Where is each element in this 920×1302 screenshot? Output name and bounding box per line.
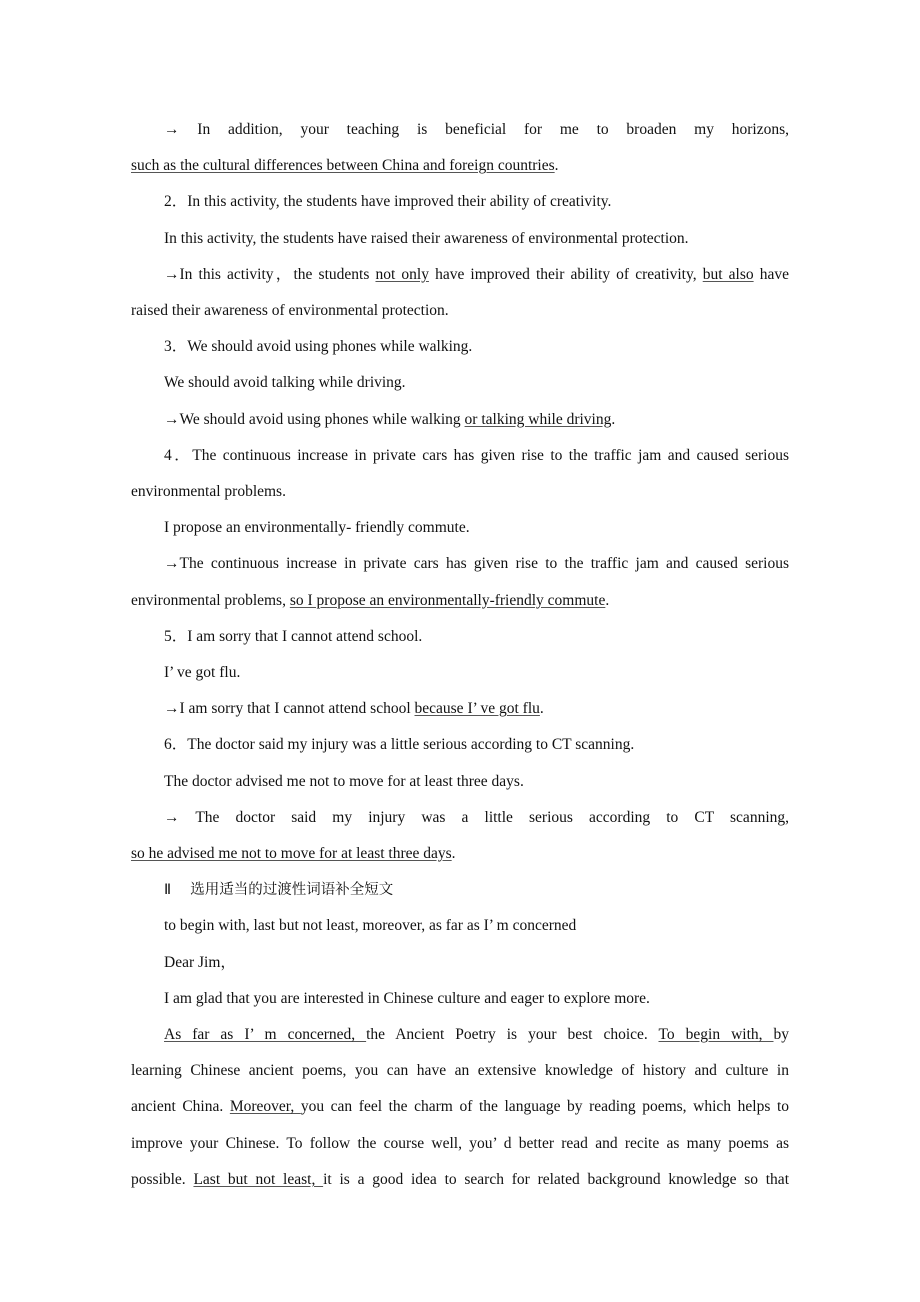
text-segment: . — [611, 410, 616, 428]
text-segment: ancient China. — [131, 1098, 230, 1116]
text-line — [164, 988, 789, 1010]
text-segment: 5．I am sorry that I cannot attend school. — [164, 627, 423, 645]
underlined-answer: so I propose an environmentally-friendly commute — [289, 591, 606, 609]
text-segment: . — [451, 845, 456, 862]
text-line — [131, 155, 789, 177]
text-line — [164, 807, 789, 829]
text-line — [164, 771, 789, 793]
text-segment: . — [554, 157, 559, 175]
underlined-answer: so he advised me not to move for at least three days — [131, 845, 452, 862]
text-segment: improve your Chinese. To follow the course well, you’ d better read and recite as many poems as — [131, 1134, 789, 1152]
text-line — [131, 481, 789, 503]
text-line — [164, 1024, 789, 1046]
text-line — [131, 1096, 789, 1118]
text-segment: environmental problems. — [131, 483, 286, 500]
text-segment: you can feel the charm of the language by reading poems, which helps to — [300, 1098, 790, 1116]
text-segment: Ⅱ 选用适当的过渡性词语补全短文 — [164, 882, 394, 899]
text-segment: to begin with, last but not least, moreover, as far as I’ m concerned — [164, 917, 577, 935]
text-line — [164, 228, 789, 250]
text-segment: →In this activity，the students — [164, 265, 376, 283]
text-segment: learning Chinese ancient poems, you can have an extensive knowledge of history and culture in — [131, 1062, 789, 1080]
underlined-answer: To begin with, — [658, 1026, 774, 1043]
section-heading — [164, 879, 789, 901]
underlined-answer: or talking while driving — [464, 410, 612, 428]
text-segment: have — [753, 265, 789, 283]
text-segment: have improved their ability of creativity, — [428, 265, 703, 283]
text-segment: →The continuous increase in private cars has given rise to the traffic jam and caused serious — [164, 555, 789, 573]
text-segment: In this activity, the students have raised their awareness of environmental protection. — [164, 229, 689, 247]
text-line — [131, 1169, 789, 1191]
text-line — [164, 952, 789, 974]
text-line — [164, 734, 789, 756]
text-segment: possible. — [131, 1170, 194, 1188]
text-segment: it is a good idea to search for related background knowledge so that — [323, 1170, 789, 1188]
text-line — [131, 1060, 789, 1082]
text-line — [164, 445, 789, 467]
text-segment: by — [773, 1026, 790, 1043]
text-segment: 4．The continuous increase in private cars has given rise to the traffic jam and caused serious — [164, 446, 789, 464]
text-line — [131, 590, 789, 612]
text-segment: →I am sorry that I cannot attend school — [164, 700, 415, 718]
text-line — [164, 698, 789, 720]
text-line — [164, 626, 789, 648]
text-segment: 2．In this activity, the students have improved their ability of creativity. — [164, 193, 612, 211]
text-segment: I’ ve got flu. — [164, 664, 241, 681]
underlined-answer: As far as I’ m concerned, — [164, 1026, 367, 1043]
underlined-answer: Moreover, — [229, 1098, 301, 1116]
text-segment: →We should avoid using phones while walking — [164, 410, 465, 428]
text-segment: . — [605, 591, 610, 609]
underlined-answer: such as the cultural differences between China and foreign countries — [131, 157, 555, 175]
text-segment: I propose an environmentally‑ friendly commute. — [164, 519, 470, 537]
text-segment: raised their awareness of environmental protection. — [131, 302, 449, 319]
underlined-answer: because I’ ve got flu — [414, 700, 540, 718]
text-line — [164, 662, 789, 684]
text-segment: 3．We should avoid using phones while walking. — [164, 338, 473, 356]
text-line — [164, 409, 789, 431]
text-line — [164, 191, 789, 213]
text-line — [131, 1133, 789, 1155]
text-line — [164, 517, 789, 539]
text-segment: the Ancient Poetry is your best choice. — [366, 1026, 659, 1043]
text-segment: Dear Jim， — [164, 953, 236, 971]
text-line — [131, 300, 789, 322]
text-line — [164, 553, 789, 575]
text-segment: The doctor advised me not to move for at least three days. — [164, 772, 524, 790]
text-segment: We should avoid talking while driving. — [164, 374, 406, 392]
text-line — [164, 119, 789, 141]
text-line — [131, 843, 789, 865]
text-line — [164, 915, 789, 937]
text-segment: . — [539, 700, 544, 718]
underlined-answer: Last but not least, — [193, 1170, 324, 1188]
text-segment: → The doctor said my injury was a little serious according to CT scanning, — [164, 808, 789, 826]
underlined-answer: but also — [702, 265, 754, 283]
text-segment: 6．The doctor said my injury was a little serious according to CT scanning. — [164, 736, 635, 754]
text-line — [164, 372, 789, 394]
text-segment: environmental problems, — [131, 591, 290, 609]
text-segment: I am glad that you are interested in Chinese culture and eager to explore more. — [164, 989, 650, 1007]
text-line — [164, 264, 789, 286]
text-segment: → In addition, your teaching is beneficial for me to broaden my horizons, — [164, 121, 789, 138]
underlined-answer: not only — [375, 265, 429, 283]
text-line — [164, 336, 789, 358]
